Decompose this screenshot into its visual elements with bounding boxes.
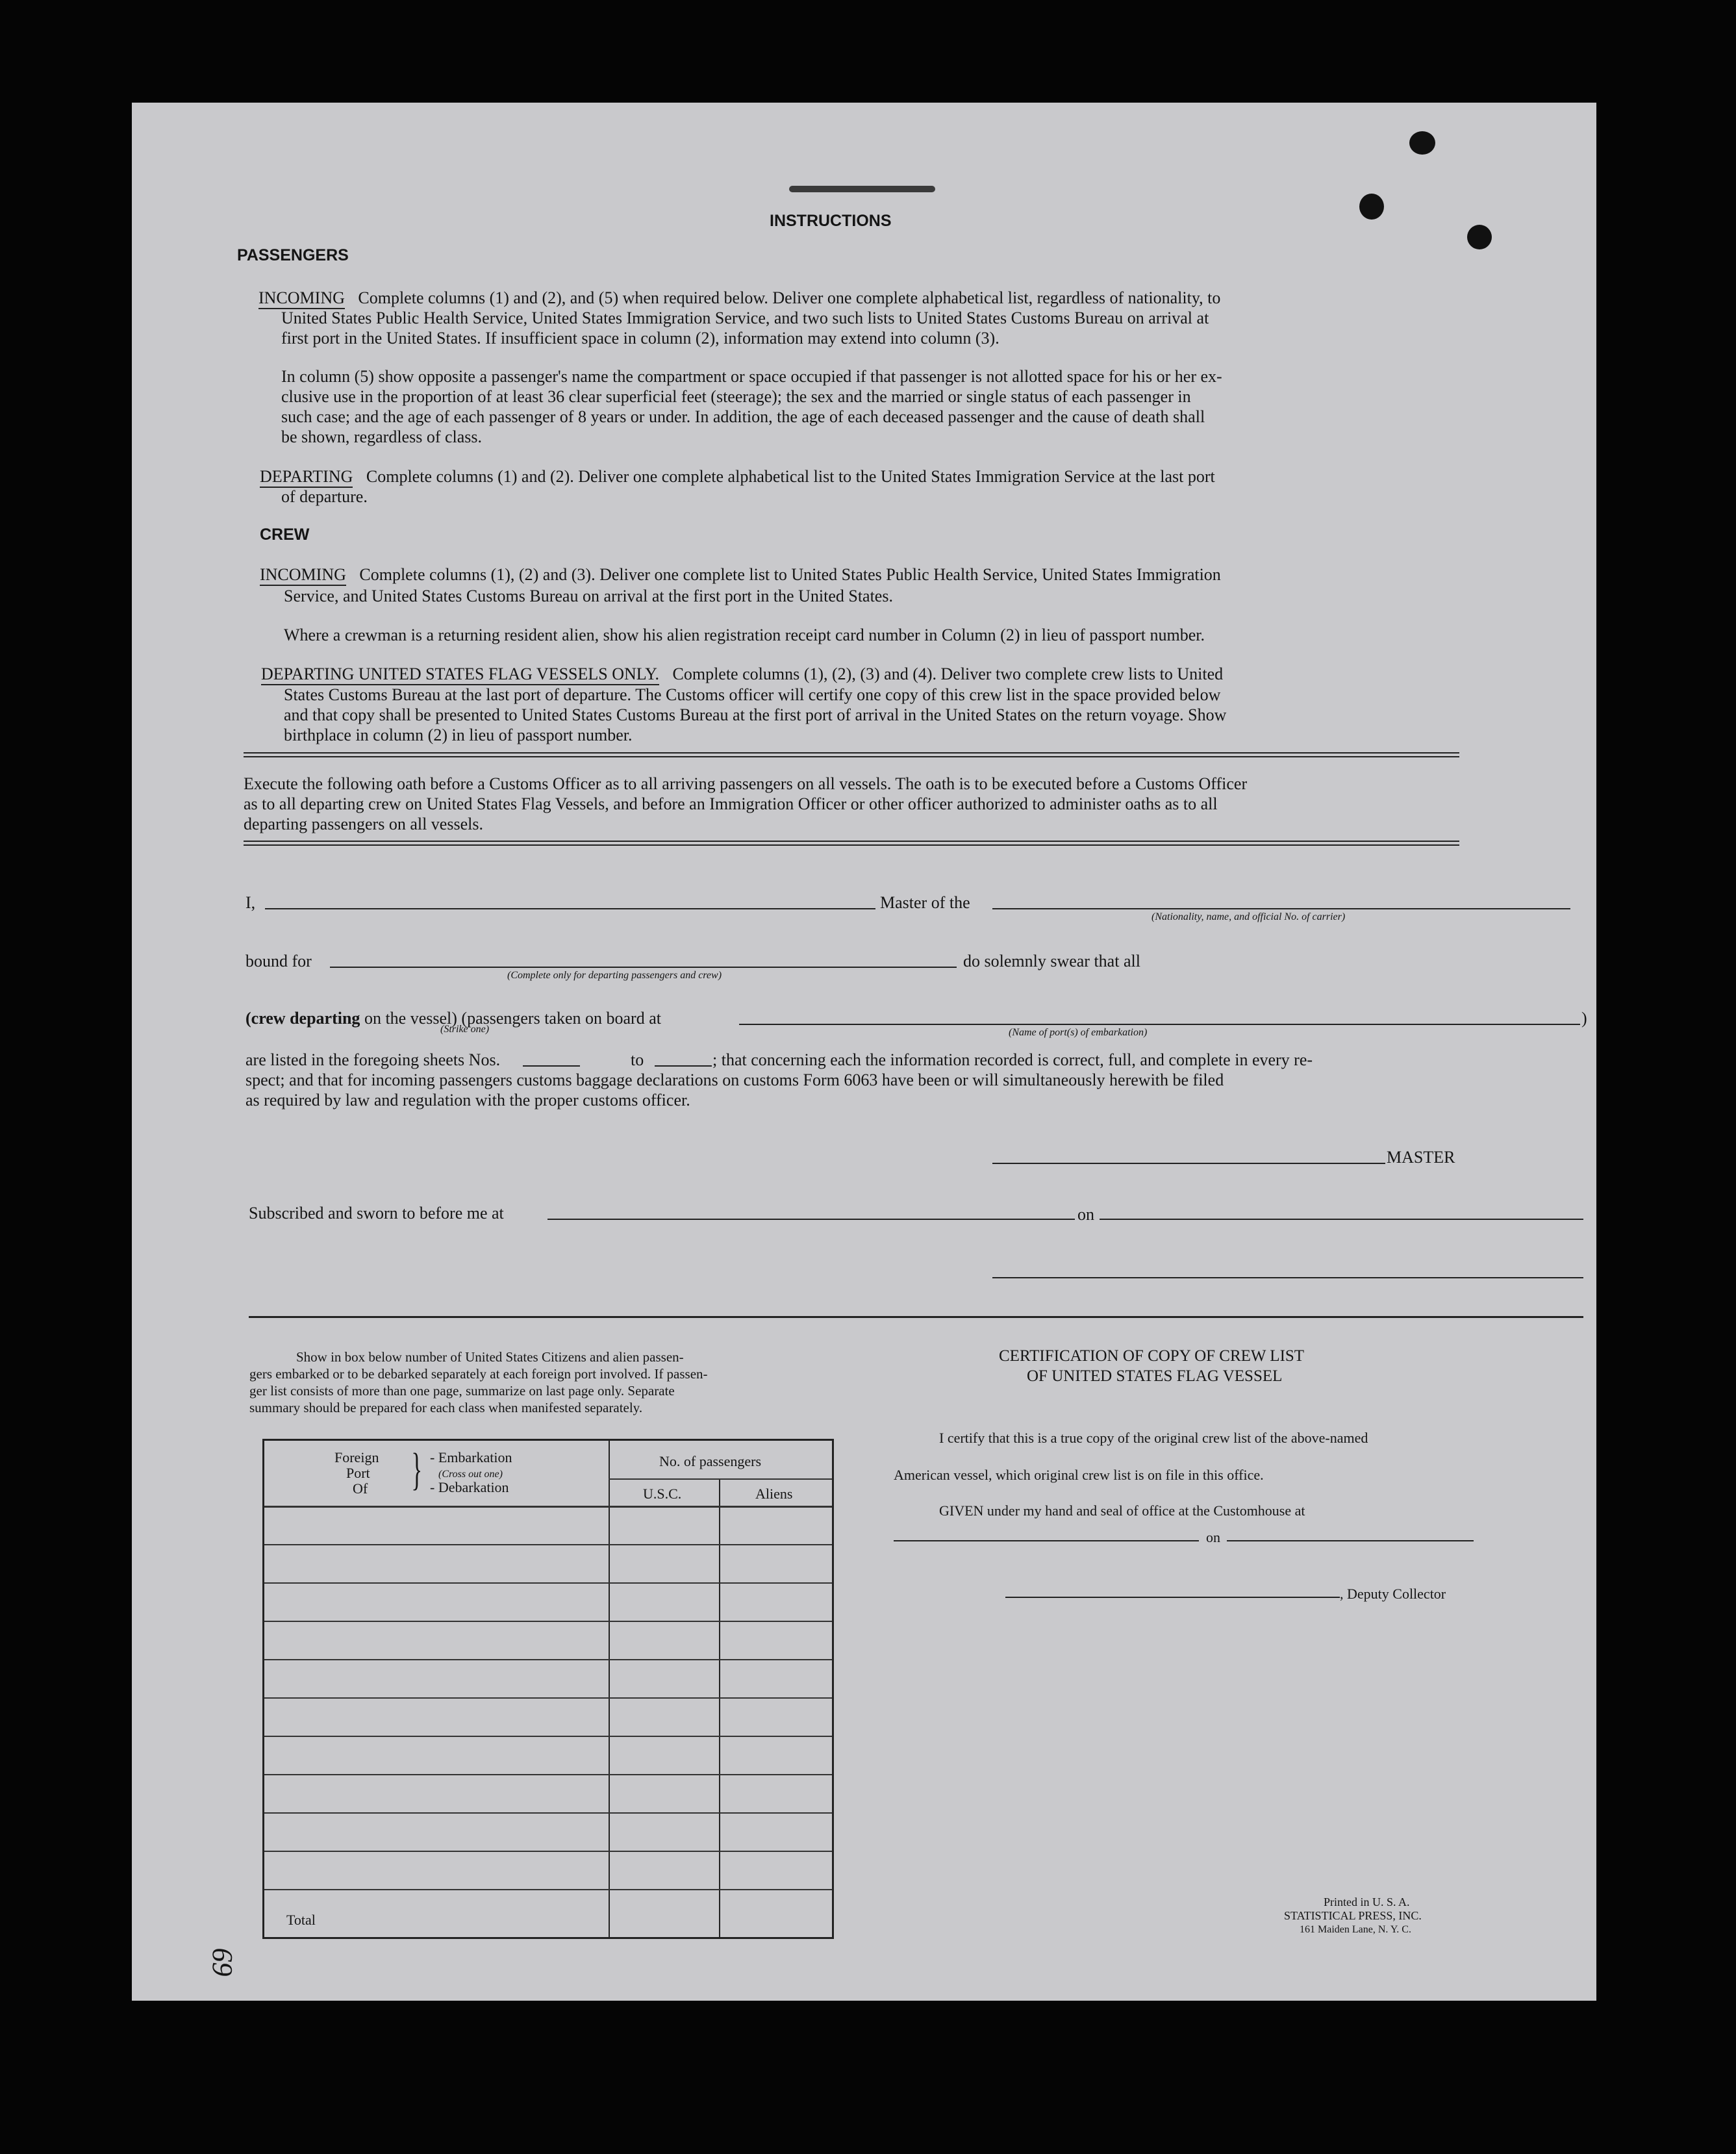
crew-incoming [260, 564, 1221, 585]
departing-text: Complete columns (1) and (2). Deliver one complete alphabetical list to the United States Immigration Service at the last port [366, 467, 1215, 486]
oath-instructions: departing passengers on all vessels. [244, 815, 483, 833]
usc-header: U.S.C. [643, 1486, 682, 1502]
no-passengers-header: No. of passengers [659, 1453, 762, 1469]
table-row-divider [264, 1736, 832, 1737]
punch-hole [1467, 225, 1492, 249]
close-paren: ) [1581, 1009, 1587, 1028]
punch-hole [1409, 131, 1435, 155]
strike-one-caption: (Strike one) [440, 1024, 490, 1035]
page-title: INSTRUCTIONS [770, 212, 892, 230]
master-name-field[interactable] [265, 908, 875, 909]
departing-text: of departure. [281, 487, 368, 506]
table-row-divider [264, 1812, 832, 1814]
printer-text: STATISTICAL PRESS, INC. [1284, 1909, 1422, 1922]
certification-text: American vessel, which original crew list is on file in this office. [894, 1467, 1264, 1483]
oath-instructions: as to all departing crew on United States Flag Vessels, and before an Immigration Officer or other officer authorized to administer oaths as to all [244, 794, 1218, 813]
certification-title: OF UNITED STATES FLAG VESSEL [1027, 1367, 1283, 1385]
master-label: MASTER [1387, 1148, 1455, 1167]
summary-text: ger list consists of more than one page, summarize on last page only. Separate [249, 1383, 675, 1399]
deputy-signature-field[interactable] [1005, 1597, 1340, 1598]
brace-glyph: } [411, 1445, 423, 1495]
listed-text: ; that concerning each the information recorded is correct, full, and complete in every re- [712, 1050, 1313, 1069]
table-row-divider [264, 1582, 832, 1584]
departing-label: DEPARTING [260, 467, 353, 488]
carrier-caption: (Nationality, name, and official No. of carrier) [1151, 911, 1346, 922]
flag-vessels [261, 664, 1223, 684]
incoming-label: INCOMING [258, 288, 345, 309]
crew-departing-option: (crew departing [245, 1009, 360, 1028]
cross-out-caption: (Cross out one) [438, 1469, 503, 1480]
incoming-text: Complete columns (1) and (2), and (5) when required below. Deliver one complete alphabetical list, regardless of nationality, to [358, 288, 1221, 307]
divider [249, 1316, 1583, 1318]
debarkation-label: - Debarkation [430, 1479, 509, 1495]
punch-hole [1359, 194, 1384, 220]
oath-i-label: I, [245, 893, 256, 912]
printer-text: 161 Maiden Lane, N. Y. C. [1300, 1924, 1411, 1935]
handwritten-mark: 69 [206, 1948, 238, 1977]
table-row-divider [264, 1851, 832, 1852]
table-row-divider [264, 1774, 832, 1775]
officer-signature-field[interactable] [992, 1277, 1583, 1278]
subscribed-place-field[interactable] [547, 1219, 1075, 1220]
col5-text: In column (5) show opposite a passenger's name the compartment or space occupied if that passenger is not allotted space for his or her ex- [281, 367, 1222, 386]
printer-text: Printed in U. S. A. [1324, 1895, 1410, 1908]
embarkation-ports-field[interactable] [739, 1024, 1580, 1025]
deputy-collector-label: , Deputy Collector [1340, 1586, 1446, 1602]
col5-text: be shown, regardless of class. [281, 427, 483, 446]
divider [244, 841, 1459, 846]
table-row-divider [264, 1506, 832, 1508]
embarkation-label: - Embarkation [430, 1449, 512, 1465]
aliens-header: Aliens [755, 1486, 793, 1502]
crew-incoming-label: INCOMING [260, 565, 346, 586]
passengers-heading: PASSENGERS [237, 246, 349, 264]
subscribed-on-label: on [1077, 1205, 1094, 1224]
col5-text: clusive use in the proportion of at least 36 clear superficial feet (steerage); the sex and the married or single status of each passenger in [281, 387, 1191, 406]
table-row-divider [264, 1544, 832, 1545]
listed-sheets-line [245, 1050, 500, 1070]
table-header-divider [609, 1478, 832, 1480]
crew-incoming-text: Service, and United States Customs Bureau on arrival at the first port in the United States. [284, 587, 893, 605]
carrier-field[interactable] [992, 908, 1570, 909]
flag-vessels-text: and that copy shall be presented to United States Customs Bureau at the first port of arrival in the United States on the return voyage. Show [284, 705, 1227, 724]
port-label: Port [346, 1465, 370, 1481]
crew-heading: CREW [260, 526, 310, 544]
subscribed-date-field[interactable] [1100, 1219, 1583, 1220]
certification-text: I certify that this is a true copy of the original crew list of the above-named [939, 1430, 1368, 1446]
table-row-divider [264, 1659, 832, 1660]
sheet-to-field[interactable] [655, 1065, 712, 1067]
ports-caption: (Name of port(s) of embarkation) [1009, 1027, 1148, 1038]
incoming-text: first port in the United States. If insufficient space in column (2), information may extend into column (3). [281, 329, 1000, 348]
foreign-label: Foreign [334, 1449, 379, 1465]
listed-text: spect; and that for incoming passengers customs baggage declarations on customs Form 6063 have been or will simultaneously herewith be filed [245, 1071, 1224, 1089]
oath-instructions: Execute the following oath before a Customs Officer as to all arriving passengers on all vessels. The oath is to be executed before a Customs Officer [244, 774, 1248, 793]
flag-vessels-text: States Customs Bureau at the last port of departure. The Customs officer will certify one copy of this crew list in the space provided below [284, 685, 1221, 704]
resident-note: Where a crewman is a returning resident alien, show his alien registration receipt card number in Column (2) in lieu of passport number. [284, 626, 1205, 644]
summary-text: Show in box below number of United States Citizens and alien passen- [296, 1349, 684, 1365]
of-label: Of [353, 1480, 368, 1497]
certification-on-label: on [1206, 1529, 1220, 1545]
certification-text: GIVEN under my hand and seal of office at the Customhouse at [939, 1502, 1305, 1519]
bound-for-label: bound for [245, 952, 312, 970]
certification-date-field[interactable] [1227, 1540, 1474, 1541]
to-label: to [631, 1050, 644, 1069]
table-column-divider [719, 1478, 720, 1937]
sheet-from-field[interactable] [523, 1065, 580, 1067]
bound-for-field[interactable] [330, 967, 957, 968]
master-signature-field[interactable] [992, 1163, 1385, 1164]
total-label: Total [286, 1912, 316, 1928]
divider [244, 752, 1459, 757]
summary-text: summary should be prepared for each class when manifested separately. [249, 1400, 643, 1415]
passengers-taken-option: (passengers taken on board at [461, 1009, 661, 1028]
table-row-divider [264, 1621, 832, 1622]
table-row-divider [264, 1889, 832, 1890]
master-of-the-label: Master of the [880, 893, 970, 912]
certification-title: CERTIFICATION OF COPY OF CREW LIST [999, 1347, 1305, 1365]
table-column-divider [609, 1441, 610, 1937]
customhouse-field[interactable] [894, 1540, 1199, 1541]
bound-for-caption: (Complete only for departing passengers and crew) [507, 970, 722, 981]
flag-vessels-label: DEPARTING UNITED STATES FLAG VESSELS ONLY. [261, 665, 659, 685]
flag-vessels-text: Complete columns (1), (2), (3) and (4). Deliver two complete crew lists to United [672, 665, 1224, 683]
on-vessel-text: on the vessel) [364, 1009, 457, 1028]
listed-text: as required by law and regulation with the proper customs officer. [245, 1091, 690, 1109]
table-row-divider [264, 1697, 832, 1699]
incoming-text: United States Public Health Service, United States Immigration Service, and two such lists to United States Customs Bureau on arrival at [281, 309, 1209, 327]
passengers-incoming-label [258, 288, 1220, 308]
subscribed-text: Subscribed and sworn to before me at [249, 1204, 504, 1223]
struck-text [789, 186, 935, 192]
col5-text: such case; and the age of each passenger of 8 years or under. In addition, the age of each deceased passenger and the cause of death shall [281, 407, 1205, 426]
listed-text: are listed in the foregoing sheets Nos. [245, 1050, 501, 1069]
passenger-summary-table [262, 1439, 834, 1939]
summary-text: gers embarked or to be debarked separately at each foreign port involved. If passen- [249, 1366, 708, 1382]
crew-incoming-text: Complete columns (1), (2) and (3). Deliver one complete list to United States Public Health Service, United States Immigration [359, 565, 1221, 584]
swear-text: do solemnly swear that all [963, 952, 1140, 970]
passengers-departing [260, 466, 1215, 487]
flag-vessels-text: birthplace in column (2) in lieu of passport number. [284, 726, 633, 744]
